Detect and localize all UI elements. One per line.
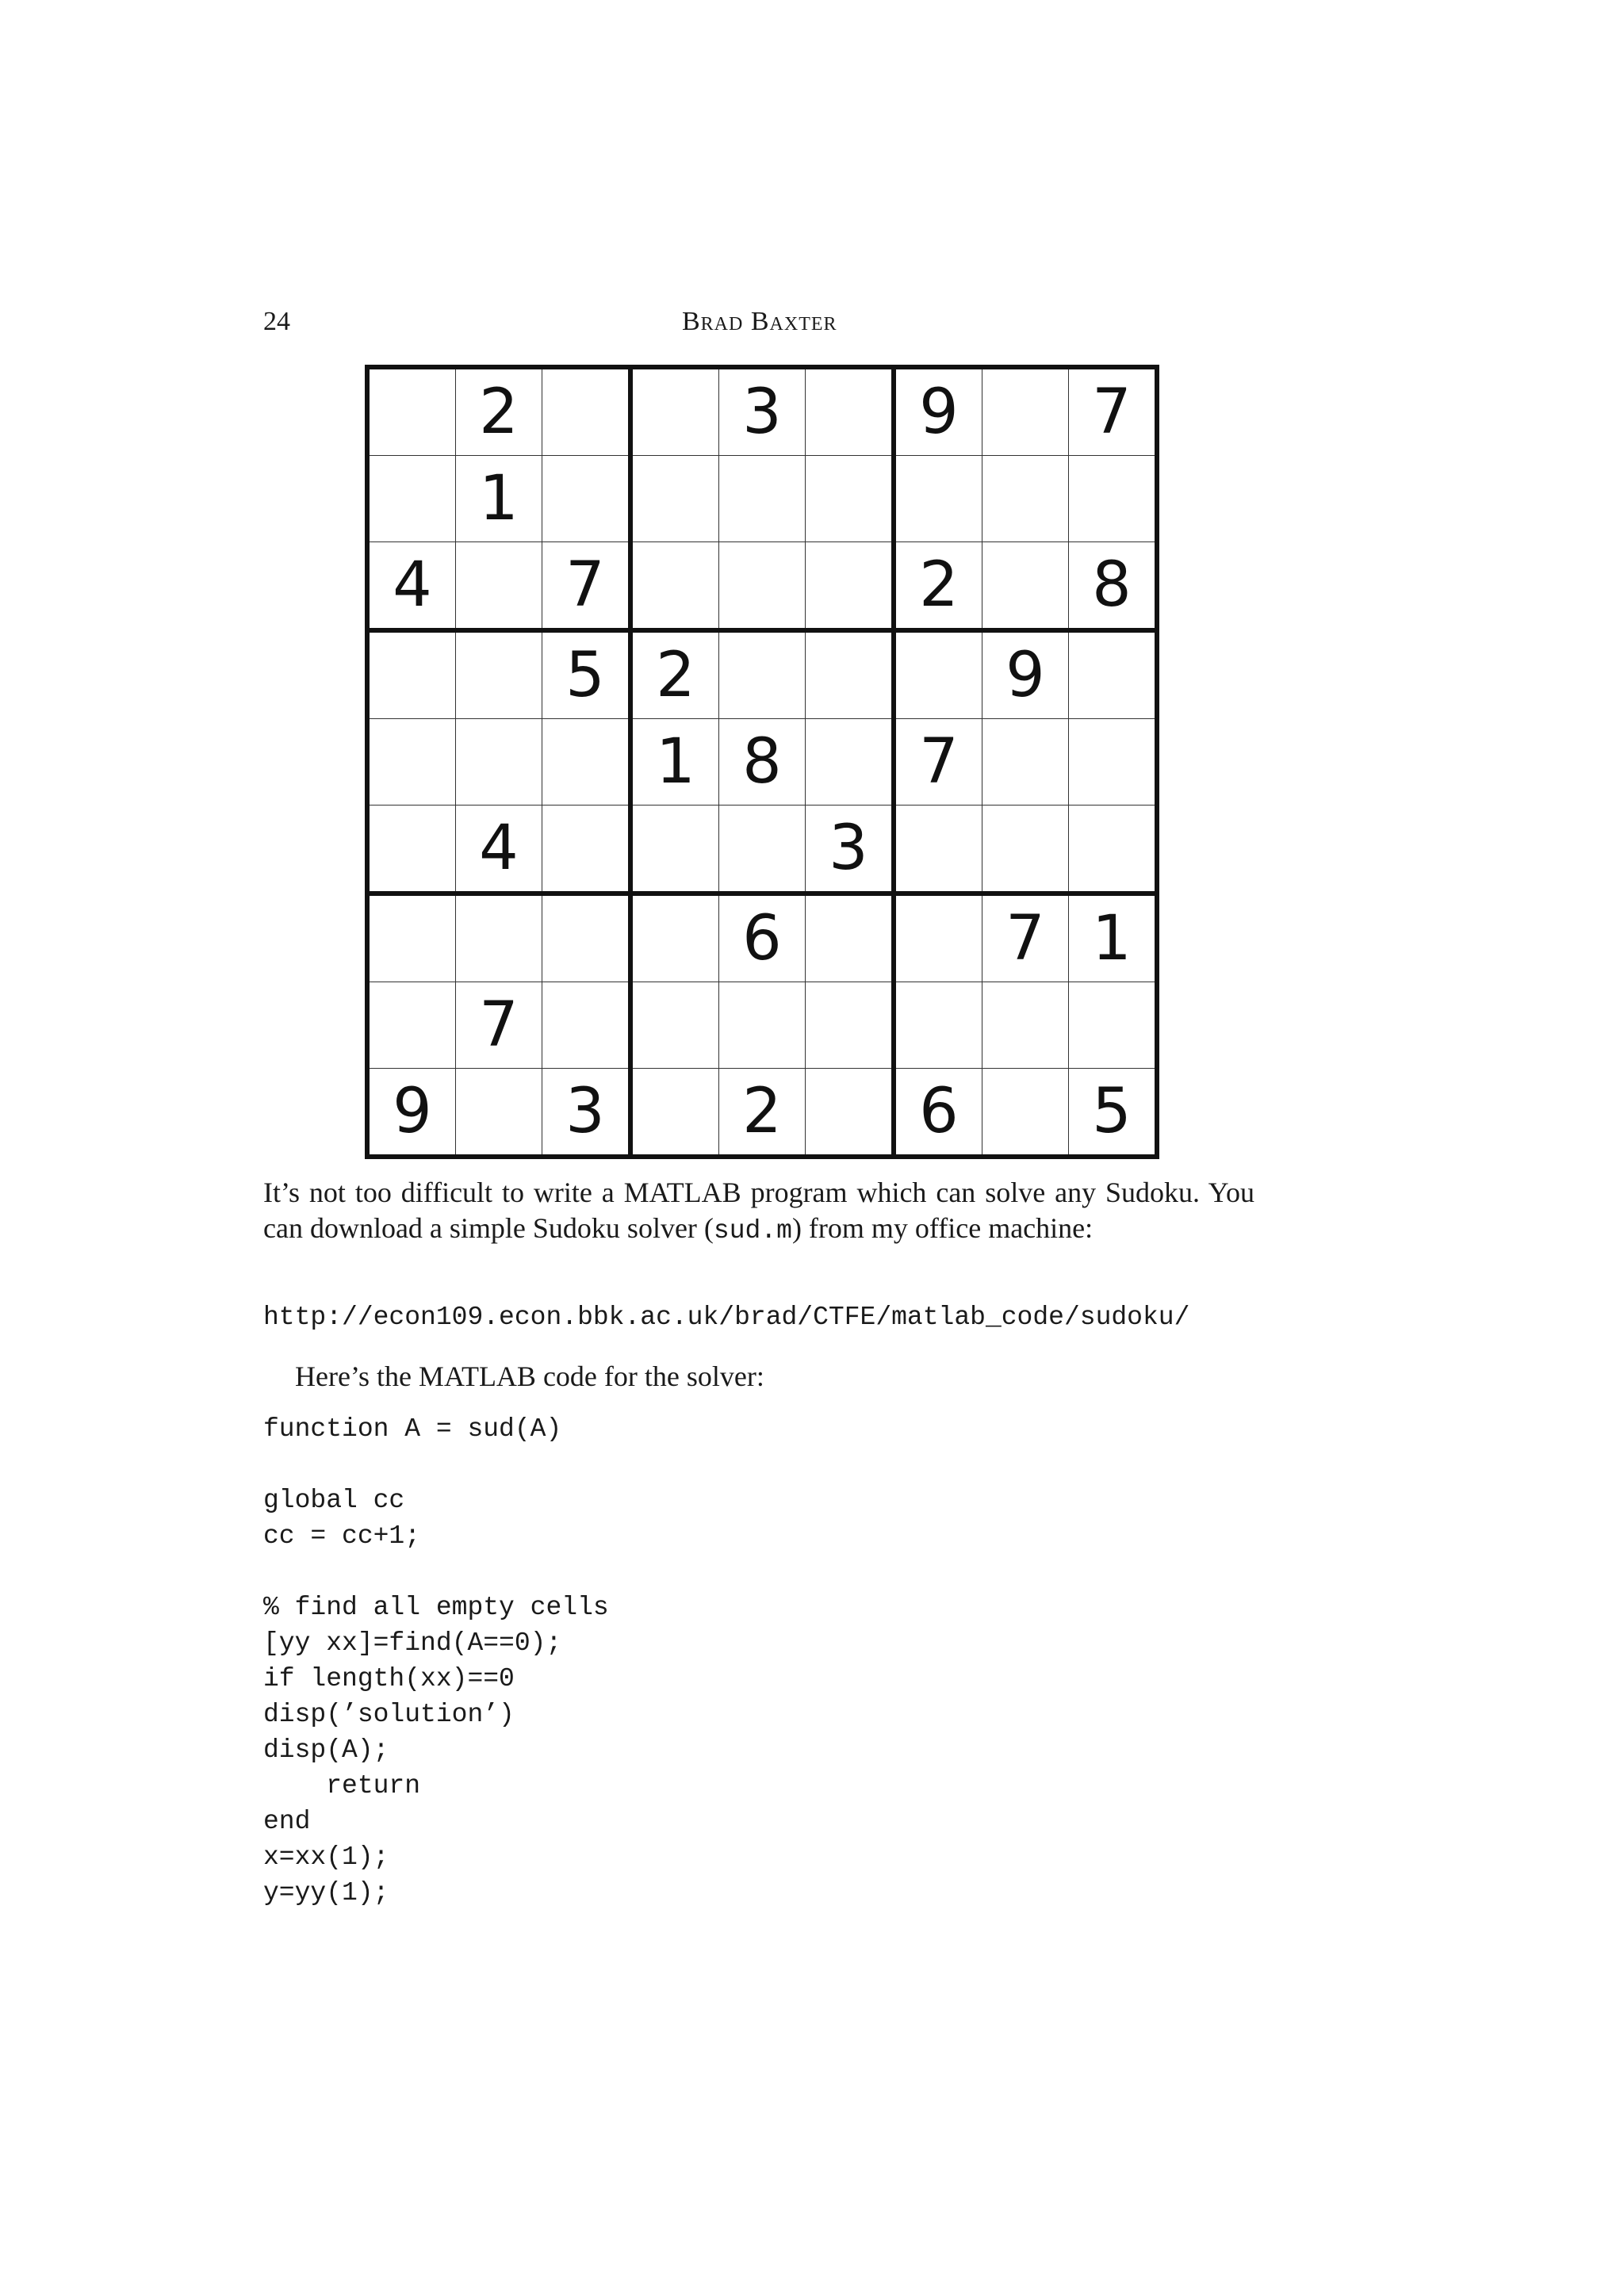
sudoku-cell: 5 bbox=[1069, 1069, 1158, 1158]
sudoku-cell bbox=[542, 456, 631, 542]
sudoku-cell bbox=[367, 719, 456, 806]
sudoku-cell bbox=[1069, 982, 1158, 1069]
sudoku-cell: 7 bbox=[456, 982, 542, 1069]
sudoku-row bbox=[367, 1069, 1157, 1158]
sudoku-cell bbox=[456, 630, 542, 719]
code-line bbox=[263, 1447, 609, 1483]
sudoku-cell bbox=[456, 1069, 542, 1158]
sudoku-cell: 3 bbox=[542, 1069, 631, 1158]
sudoku-cell: 7 bbox=[982, 894, 1069, 982]
sudoku-cell: 7 bbox=[1069, 367, 1158, 456]
code-line: % find all empty cells bbox=[263, 1593, 609, 1622]
code-line: cc = cc+1; bbox=[263, 1521, 421, 1551]
code-line: x=xx(1); bbox=[263, 1843, 389, 1872]
code-line: global cc bbox=[263, 1486, 405, 1515]
sudoku-cell bbox=[1069, 719, 1158, 806]
sudoku-cell: 3 bbox=[806, 806, 894, 894]
sudoku-cell bbox=[806, 456, 894, 542]
sudoku-cell bbox=[982, 806, 1069, 894]
sudoku-cell: 2 bbox=[630, 630, 719, 719]
sudoku-row bbox=[367, 806, 1157, 894]
sudoku-cell bbox=[806, 719, 894, 806]
sudoku-cell bbox=[367, 630, 456, 719]
code-line: if length(xx)==0 bbox=[263, 1664, 515, 1693]
sudoku-cell bbox=[982, 542, 1069, 631]
sudoku-cell bbox=[982, 719, 1069, 806]
sudoku-cell bbox=[894, 630, 982, 719]
sudoku-cell bbox=[806, 894, 894, 982]
sudoku-cell: 3 bbox=[719, 367, 806, 456]
code-line: end bbox=[263, 1807, 311, 1836]
sudoku-row bbox=[367, 367, 1157, 456]
code-line: function A = sud(A) bbox=[263, 1414, 562, 1444]
sudoku-cell bbox=[542, 894, 631, 982]
sudoku-cell bbox=[894, 894, 982, 982]
sudoku-cell bbox=[894, 456, 982, 542]
sudoku-cell bbox=[719, 542, 806, 631]
sudoku-cell bbox=[719, 456, 806, 542]
sudoku-cell bbox=[630, 456, 719, 542]
sudoku-cell bbox=[367, 982, 456, 1069]
sudoku-cell bbox=[894, 806, 982, 894]
sudoku-cell bbox=[367, 367, 456, 456]
code-line: disp(’solution’) bbox=[263, 1700, 515, 1729]
intro-text-after: ) from my office machine: bbox=[791, 1212, 1094, 1244]
sudoku-cell: 4 bbox=[456, 806, 542, 894]
sudoku-row bbox=[367, 542, 1157, 631]
code-line: disp(A); bbox=[263, 1735, 389, 1765]
sudoku-cell: 7 bbox=[894, 719, 982, 806]
sudoku-cell bbox=[456, 542, 542, 631]
sudoku-cell bbox=[542, 719, 631, 806]
sudoku-cell bbox=[1069, 806, 1158, 894]
sudoku-cell bbox=[982, 1069, 1069, 1158]
sudoku-cell bbox=[806, 630, 894, 719]
sudoku-cell bbox=[542, 367, 631, 456]
code-line: [yy xx]=find(A==0); bbox=[263, 1628, 562, 1658]
sudoku-cell bbox=[719, 982, 806, 1069]
sudoku-cell: 1 bbox=[1069, 894, 1158, 982]
sudoku-row bbox=[367, 894, 1157, 982]
sudoku-cell bbox=[806, 982, 894, 1069]
sudoku-row bbox=[367, 456, 1157, 542]
sudoku-cell bbox=[894, 982, 982, 1069]
sudoku-cell: 1 bbox=[456, 456, 542, 542]
sudoku-cell bbox=[719, 806, 806, 894]
sudoku-cell: 6 bbox=[894, 1069, 982, 1158]
intro-paragraph bbox=[263, 1175, 1254, 1249]
running-head: Brad Baxter bbox=[682, 307, 837, 336]
sudoku-cell bbox=[806, 542, 894, 631]
page-number: 24 bbox=[263, 307, 290, 336]
sudoku-cell bbox=[630, 806, 719, 894]
intro-text-before: It’s not too difficult to write a MATLAB program which can solve any Sudoku. You can download a simple Sudoku solver ( bbox=[263, 1177, 1254, 1244]
sudoku-cell: 2 bbox=[719, 1069, 806, 1158]
sudoku-cell bbox=[542, 982, 631, 1069]
sudoku-cell bbox=[367, 806, 456, 894]
sudoku-cell: 2 bbox=[894, 542, 982, 631]
sudoku-cell: 6 bbox=[719, 894, 806, 982]
matlab-code-listing bbox=[263, 1411, 609, 1911]
sudoku-cell: 1 bbox=[630, 719, 719, 806]
sudoku-cell bbox=[630, 1069, 719, 1158]
sudoku-cell bbox=[630, 542, 719, 631]
sudoku-cell bbox=[1069, 630, 1158, 719]
sudoku-cell: 9 bbox=[894, 367, 982, 456]
sudoku-cell bbox=[367, 894, 456, 982]
sudoku-cell bbox=[630, 367, 719, 456]
code-line: y=yy(1); bbox=[263, 1878, 389, 1908]
download-url: http://econ109.econ.bbk.ac.uk/brad/CTFE/matlab_code/sudoku/ bbox=[263, 1303, 1190, 1332]
sudoku-grid bbox=[365, 365, 1159, 1159]
sudoku-cell bbox=[982, 456, 1069, 542]
sudoku-cell bbox=[982, 982, 1069, 1069]
sudoku-row bbox=[367, 982, 1157, 1069]
sudoku-cell: 2 bbox=[456, 367, 542, 456]
sudoku-row bbox=[367, 630, 1157, 719]
code-intro-text: Here’s the MATLAB code for the solver: bbox=[295, 1360, 764, 1392]
sudoku-cell bbox=[456, 719, 542, 806]
sudoku-cell bbox=[806, 367, 894, 456]
sudoku-cell bbox=[542, 806, 631, 894]
code-line bbox=[263, 1554, 609, 1590]
sudoku-cell: 8 bbox=[1069, 542, 1158, 631]
inline-code-filename: sud.m bbox=[713, 1216, 792, 1246]
sudoku-cell bbox=[1069, 456, 1158, 542]
sudoku-cell: 4 bbox=[367, 542, 456, 631]
sudoku-cell: 8 bbox=[719, 719, 806, 806]
sudoku-cell: 7 bbox=[542, 542, 631, 631]
sudoku-cell bbox=[630, 982, 719, 1069]
sudoku-cell bbox=[982, 367, 1069, 456]
sudoku-cell bbox=[456, 894, 542, 982]
code-line: return bbox=[263, 1771, 421, 1800]
sudoku-cell bbox=[806, 1069, 894, 1158]
sudoku-cell: 9 bbox=[982, 630, 1069, 719]
sudoku-cell bbox=[367, 456, 456, 542]
sudoku-row bbox=[367, 719, 1157, 806]
sudoku-cell: 9 bbox=[367, 1069, 456, 1158]
sudoku-cell: 5 bbox=[542, 630, 631, 719]
sudoku-cell bbox=[719, 630, 806, 719]
sudoku-cell bbox=[630, 894, 719, 982]
